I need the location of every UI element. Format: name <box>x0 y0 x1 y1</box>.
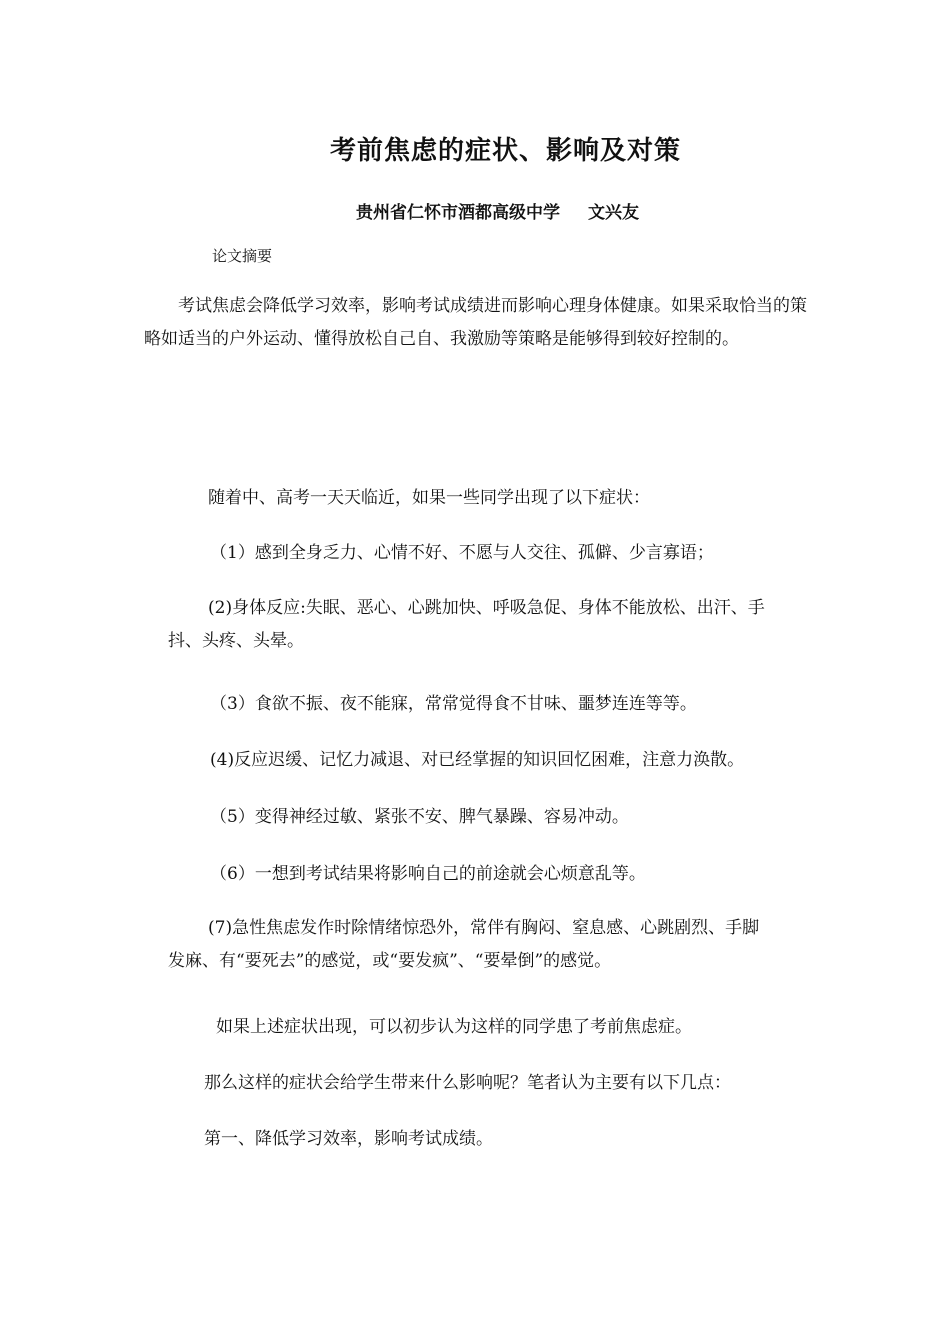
author-name: 文兴友 <box>588 203 639 223</box>
symptom-6: （6）一想到考试结果将影响自己的前途就会心烦意乱等。 <box>210 864 646 884</box>
point-1: 第一、降低学习效率，影响考试成绩。 <box>204 1129 493 1149</box>
question-paragraph: 那么这样的症状会给学生带来什么影响呢？笔者认为主要有以下几点： <box>204 1073 731 1093</box>
abstract-text: 考试焦虑会降低学习效率，影响考试成绩进而影响心理身体健康。如果采取恰当的策略如适当的户外运动、懂得放松自己自、我激励等策略是能够得到较好控制的。 <box>144 296 807 349</box>
symptom-5: （5）变得神经过敏、紧张不安、脾气暴躁、容易冲动。 <box>210 807 629 827</box>
document-title: 考前焦虑的症状、影响及对策 <box>330 136 682 166</box>
intro-paragraph: 随着中、高考一天天临近，如果一些同学出现了以下症状： <box>208 488 650 508</box>
conclusion-paragraph: 如果上述症状出现，可以初步认为这样的同学患了考前焦虑症。 <box>216 1017 692 1037</box>
symptom-2 <box>168 592 808 658</box>
symptom-2-line-2: 抖、头疼、头晕。 <box>168 631 304 651</box>
symptom-3: （3）食欲不振、夜不能寐，常常觉得食不甘味、噩梦连连等等。 <box>210 694 697 714</box>
abstract-label: 论文摘要 <box>212 247 273 265</box>
symptom-7-line-1: (7)急性焦虑发作时除情绪惊恐外，常伴有胸闷、窒息感、心跳剧烈、手脚 <box>208 918 760 938</box>
symptom-1: （1）感到全身乏力、心情不好、不愿与人交往、孤僻、少言寡语； <box>210 543 714 563</box>
symptom-4: (4)反应迟缓、记忆力减退、对已经掌握的知识回忆困难，注意力涣散。 <box>210 750 745 770</box>
symptom-2-line-1: (2)身体反应:失眠、恶心、心跳加快、呼吸急促、身体不能放松、出汗、手 <box>208 598 765 618</box>
byline <box>356 198 639 223</box>
symptom-7 <box>168 912 808 978</box>
symptom-7-line-2: 发麻、有“要死去”的感觉，或“要发疯”、“要晕倒”的感觉。 <box>168 951 612 971</box>
school-name: 贵州省仁怀市酒都高级中学 <box>356 203 560 223</box>
